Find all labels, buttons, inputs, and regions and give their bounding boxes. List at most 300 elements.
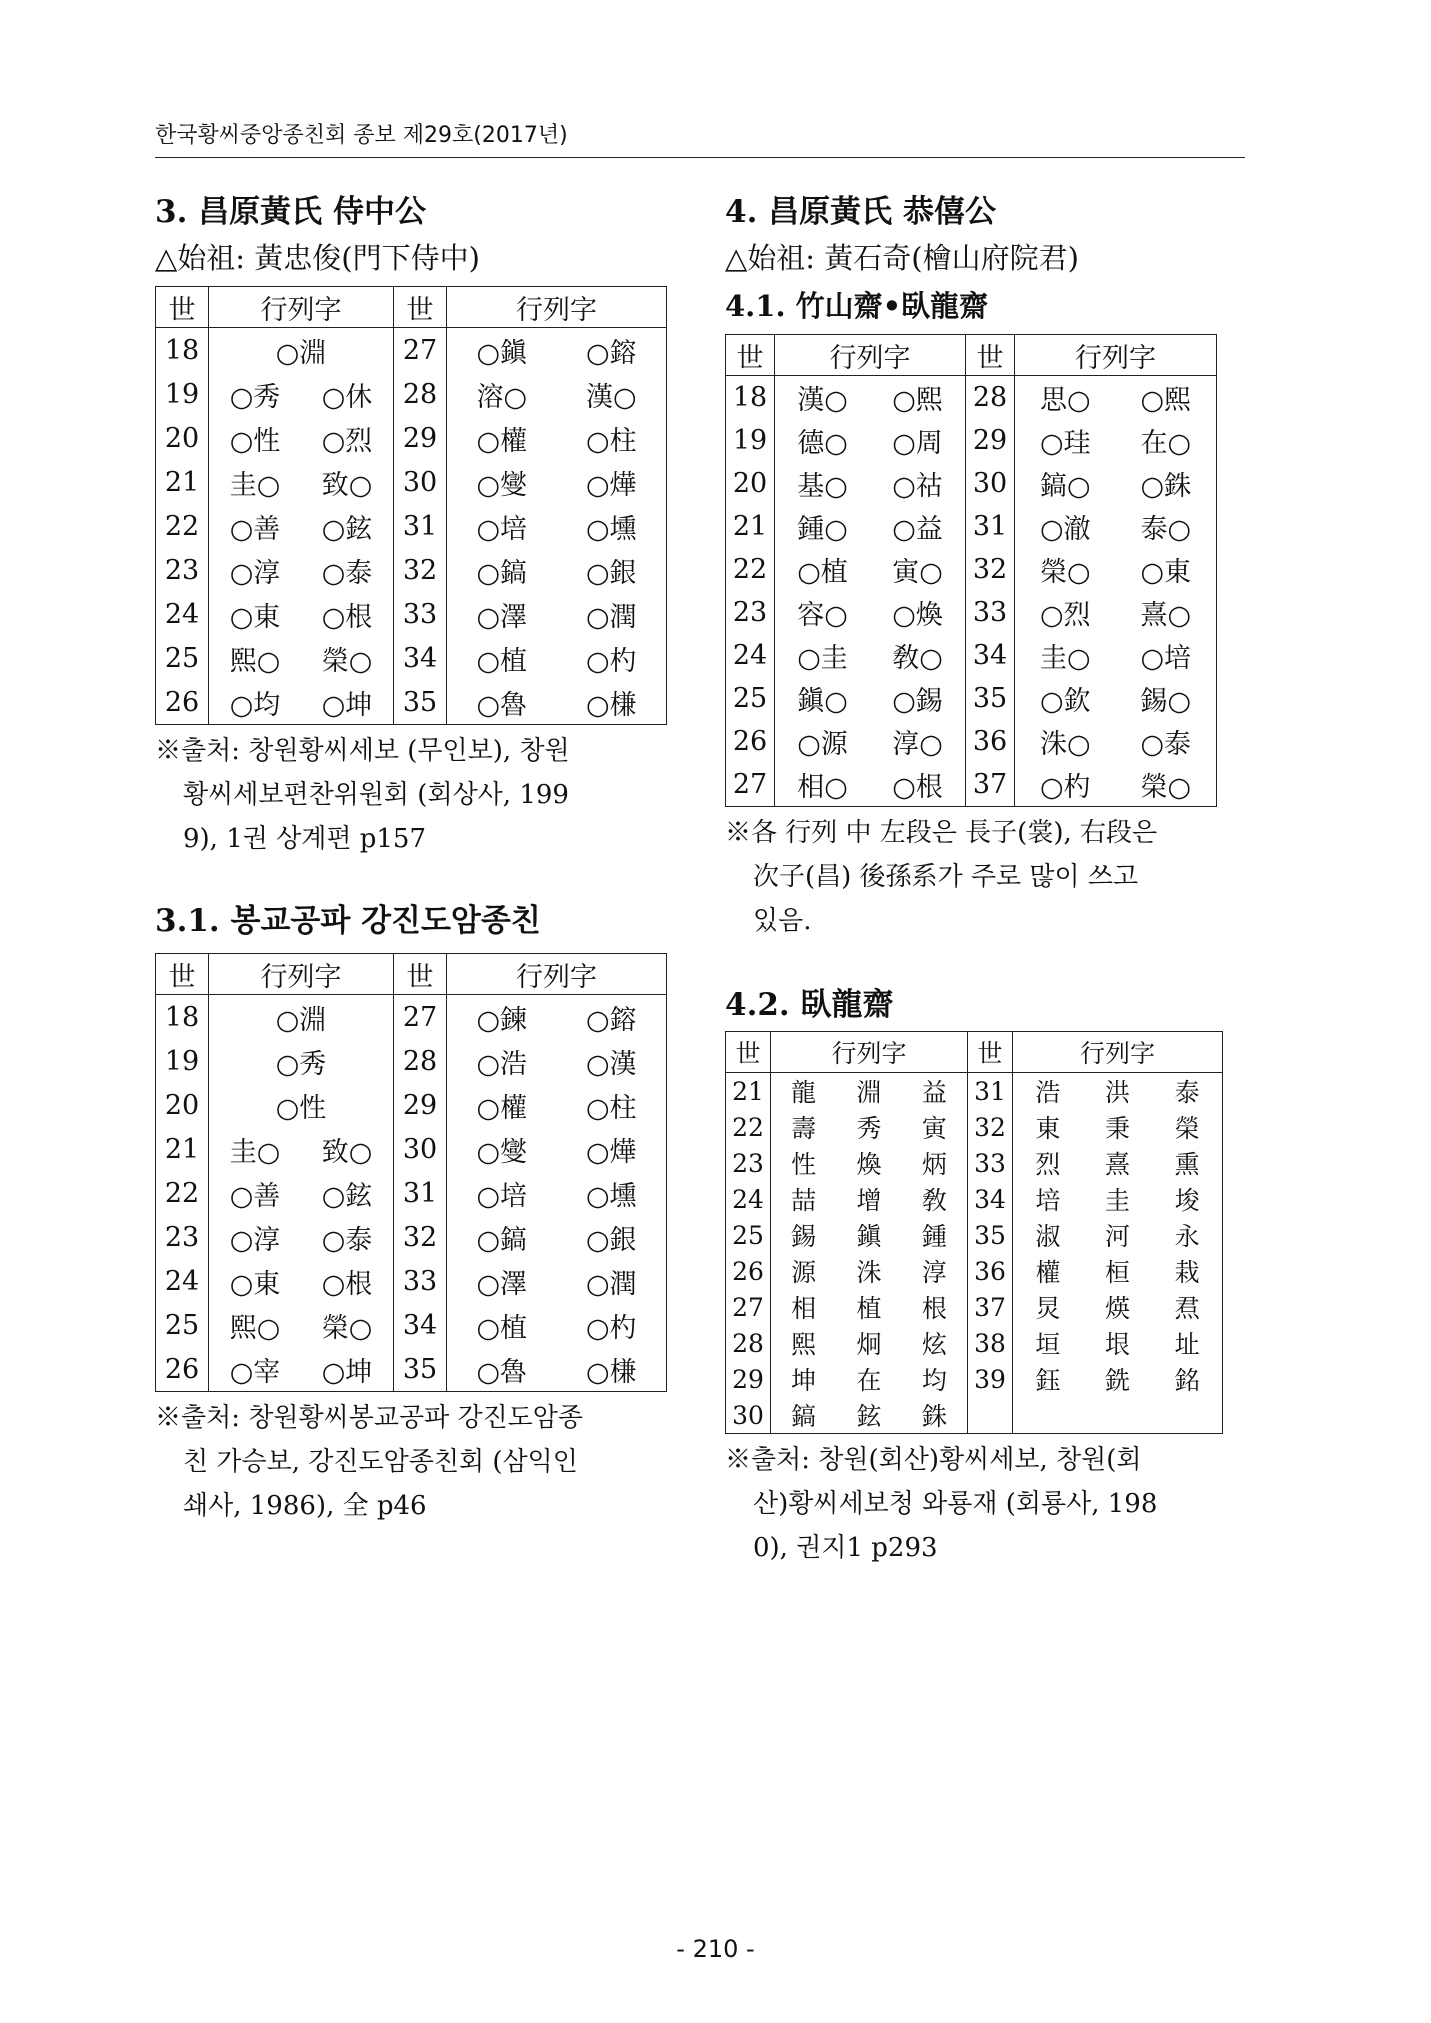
name-chars-pair xyxy=(447,1350,666,1389)
table-row xyxy=(726,634,1217,677)
name-chars-cell xyxy=(771,1289,968,1325)
name-chars-pair xyxy=(447,331,666,370)
table-row xyxy=(156,1039,667,1083)
right-column xyxy=(725,190,1255,1570)
name-char: ○燁 xyxy=(585,469,637,501)
table-row xyxy=(156,504,667,548)
generation-cell: 21 xyxy=(726,505,775,548)
name-char: 在 xyxy=(856,1366,882,1395)
name-chars-cell xyxy=(775,763,966,807)
name-char: ○植 xyxy=(476,645,528,677)
section-4-2-heading: 4.2. 臥龍齋 xyxy=(725,987,894,1023)
name-chars-pair xyxy=(209,1306,393,1345)
name-char: ○燮 xyxy=(476,1136,528,1168)
name-char: ○鎭 xyxy=(476,337,528,369)
name-chars-cell xyxy=(775,548,966,591)
name-chars-pair xyxy=(775,679,965,718)
name-char: 榮○ xyxy=(1140,772,1192,803)
generation-cell: 32 xyxy=(968,1109,1013,1145)
name-char: ○魯 xyxy=(476,689,528,721)
name-chars-cell xyxy=(447,680,667,725)
name-char: ○東 xyxy=(229,601,281,633)
name-chars-cell xyxy=(1015,462,1217,505)
name-char: 致○ xyxy=(321,469,373,501)
name-chars-cell xyxy=(771,1397,968,1434)
name-chars-cell xyxy=(209,416,394,460)
col-header-sae: 世 xyxy=(726,335,775,376)
name-char: 熹 xyxy=(1104,1150,1130,1179)
name-chars-triple xyxy=(771,1253,967,1289)
name-char: 栽 xyxy=(1174,1258,1200,1287)
generation-cell: 26 xyxy=(156,680,209,725)
name-chars-cell xyxy=(1015,720,1217,763)
name-char: 炅 xyxy=(1035,1294,1061,1323)
name-char: 煥 xyxy=(856,1150,882,1179)
name-char: ○源 xyxy=(797,729,848,760)
generation-cell: 25 xyxy=(726,677,775,720)
name-char: 秀 xyxy=(856,1114,882,1143)
table-row xyxy=(156,460,667,504)
name-char: 錫 xyxy=(791,1222,817,1251)
col-header-haengnyeolja: 行列字 xyxy=(209,954,394,995)
name-chars-cell xyxy=(771,1361,968,1397)
name-chars-cell xyxy=(447,1215,667,1259)
name-chars-cell xyxy=(771,1073,968,1110)
table-row xyxy=(726,505,1217,548)
header-rule xyxy=(155,157,1245,158)
name-char: 淑 xyxy=(1035,1222,1061,1251)
generation-cell: 20 xyxy=(726,462,775,505)
name-chars-pair xyxy=(775,636,965,675)
name-chars-pair xyxy=(1015,378,1216,417)
name-char: 秉 xyxy=(1104,1114,1130,1143)
name-char: ○欽 xyxy=(1039,686,1091,717)
generation-cell: 37 xyxy=(966,763,1015,807)
table-row xyxy=(156,328,667,373)
name-chars-pair xyxy=(447,1130,666,1169)
table-row xyxy=(156,372,667,416)
generation-cell: 24 xyxy=(726,634,775,677)
name-char: ○東 xyxy=(1140,557,1192,588)
name-char: ○銀 xyxy=(585,1224,637,1256)
table-row xyxy=(726,677,1217,720)
name-char: ○泰 xyxy=(1140,729,1192,760)
name-char: 圭○ xyxy=(229,1136,281,1168)
name-chars-pair xyxy=(447,683,666,722)
col-header-haengnyeolja: 行列字 xyxy=(447,287,667,328)
name-char: 淵 xyxy=(856,1078,882,1107)
name-char: ○泰 xyxy=(321,557,373,589)
table-row xyxy=(726,763,1217,807)
name-chars-triple xyxy=(1013,1217,1222,1253)
name-chars-cell xyxy=(1015,376,1217,420)
col-header-haengnyeolja: 行列字 xyxy=(1013,1032,1223,1073)
generation-cell: 29 xyxy=(966,419,1015,462)
name-chars-pair xyxy=(447,551,666,590)
table-row xyxy=(726,1145,1223,1181)
name-chars-cell xyxy=(447,1347,667,1392)
col-header-haengnyeolja: 行列字 xyxy=(209,287,394,328)
name-char: ○休 xyxy=(321,381,373,413)
section-3-source-note xyxy=(155,729,675,861)
name-char: ○鎬 xyxy=(476,557,528,589)
name-chars-pair xyxy=(775,765,965,804)
name-chars-pair xyxy=(775,722,965,761)
generation-cell: 27 xyxy=(726,763,775,807)
name-char: 浩 xyxy=(1035,1078,1061,1107)
section-4-heading: 4. 昌原黃氏 恭僖公 xyxy=(725,194,996,230)
col-header-sae: 世 xyxy=(156,287,209,328)
name-chars-pair xyxy=(1015,765,1216,804)
section-4-ancestor: △始祖: 黃石奇(檜山府院君) xyxy=(725,241,1079,275)
name-chars-cell xyxy=(209,1215,394,1259)
generation-cell: 25 xyxy=(726,1217,771,1253)
col-header-sae: 世 xyxy=(966,335,1015,376)
table-row xyxy=(156,1259,667,1303)
name-chars-pair xyxy=(447,1042,666,1081)
generation-cell: 22 xyxy=(726,548,775,591)
table-row xyxy=(726,1289,1223,1325)
name-chars-cell xyxy=(1015,677,1217,720)
name-chars-cell xyxy=(209,328,394,373)
name-chars-pair xyxy=(209,419,393,458)
name-char: ○培 xyxy=(1140,643,1192,674)
name-char: 淳○ xyxy=(892,729,943,760)
generation-cell: 36 xyxy=(968,1253,1013,1289)
name-chars-pair xyxy=(447,1262,666,1301)
name-char: 熏 xyxy=(1174,1150,1200,1179)
name-chars-pair xyxy=(1015,507,1216,546)
generation-cell: 30 xyxy=(966,462,1015,505)
name-chars-triple xyxy=(1013,1253,1222,1289)
generation-cell: 35 xyxy=(394,680,447,725)
note-line: 次子(昌) 後孫系가 주로 많이 쓰고 xyxy=(753,862,1139,892)
name-char: 熙○ xyxy=(229,645,281,677)
name-chars-pair xyxy=(447,463,666,502)
col-header-sae: 世 xyxy=(394,287,447,328)
name-char: 容○ xyxy=(797,600,848,631)
table-row xyxy=(726,419,1217,462)
generation-cell: 30 xyxy=(394,460,447,504)
name-chars-pair xyxy=(209,1042,393,1081)
generation-cell: 29 xyxy=(394,416,447,460)
generation-cell: 26 xyxy=(726,1253,771,1289)
name-chars-cell xyxy=(447,592,667,636)
name-char: ○錫 xyxy=(892,686,943,717)
section-4-2-source-note xyxy=(725,1438,1255,1570)
col-header-sae: 世 xyxy=(968,1032,1013,1073)
table-row xyxy=(726,591,1217,634)
name-char: ○烈 xyxy=(321,425,373,457)
generation-cell: 23 xyxy=(726,591,775,634)
section-3-1-rows xyxy=(156,995,667,1392)
name-chars-pair xyxy=(209,463,393,502)
generation-cell: 22 xyxy=(156,1171,209,1215)
name-char: ○植 xyxy=(797,557,848,588)
col-header-sae: 世 xyxy=(394,954,447,995)
name-chars-cell xyxy=(1013,1217,1223,1253)
name-char: 熹○ xyxy=(1140,600,1192,631)
name-chars-cell xyxy=(447,504,667,548)
name-chars-pair xyxy=(775,378,965,417)
name-char: 均 xyxy=(921,1366,947,1395)
name-char: 榮○ xyxy=(321,645,373,677)
name-chars-pair xyxy=(775,593,965,632)
name-char: 熙○ xyxy=(229,1312,281,1344)
name-char: ○柱 xyxy=(585,425,637,457)
name-char: 植 xyxy=(856,1294,882,1323)
name-chars-cell xyxy=(1015,505,1217,548)
name-char: ○秀 xyxy=(229,381,281,413)
table-row xyxy=(726,548,1217,591)
name-char: ○權 xyxy=(476,425,528,457)
name-char: 增 xyxy=(856,1186,882,1215)
name-char: 河 xyxy=(1104,1222,1130,1251)
name-char: ○鉉 xyxy=(321,513,373,545)
name-chars-triple xyxy=(771,1217,967,1253)
name-char: ○淳 xyxy=(229,1224,281,1256)
name-chars-cell xyxy=(775,720,966,763)
name-char: 銘 xyxy=(1174,1366,1200,1395)
name-char: 埈 xyxy=(1174,1186,1200,1215)
col-header-haengnyeolja: 行列字 xyxy=(1015,335,1217,376)
name-char: ○澤 xyxy=(476,601,528,633)
name-char: ○珪 xyxy=(1039,428,1091,459)
name-chars-cell xyxy=(209,1039,394,1083)
name-char: 思○ xyxy=(1039,385,1091,416)
name-chars-pair xyxy=(209,1350,393,1389)
name-char: 基○ xyxy=(797,471,848,502)
generation-cell: 23 xyxy=(156,548,209,592)
generation-cell: 38 xyxy=(968,1325,1013,1361)
name-char: ○植 xyxy=(476,1312,528,1344)
name-char: ○性 xyxy=(275,1092,327,1124)
name-chars-cell xyxy=(1013,1181,1223,1217)
name-char: ○熙 xyxy=(1140,385,1192,416)
generation-cell: 24 xyxy=(156,592,209,636)
name-chars-cell xyxy=(209,995,394,1040)
name-chars-cell xyxy=(771,1109,968,1145)
name-chars-cell xyxy=(209,680,394,725)
name-char: ○淳 xyxy=(229,557,281,589)
table-row xyxy=(726,462,1217,505)
name-chars-pair xyxy=(1015,722,1216,761)
name-char: 鈺 xyxy=(1035,1366,1061,1395)
name-char: ○銀 xyxy=(585,557,637,589)
name-char: 培 xyxy=(1035,1186,1061,1215)
table-row xyxy=(156,680,667,725)
name-chars-pair xyxy=(447,1218,666,1257)
name-char: ○益 xyxy=(892,514,943,545)
name-chars-triple xyxy=(771,1397,967,1433)
name-char: ○漢 xyxy=(585,1048,637,1080)
name-char: ○槏 xyxy=(585,1356,637,1388)
generation-cell: 26 xyxy=(156,1347,209,1392)
name-chars-pair xyxy=(209,1262,393,1301)
generation-cell: 21 xyxy=(156,1127,209,1171)
name-char: 敎 xyxy=(921,1186,947,1215)
generation-cell: 19 xyxy=(726,419,775,462)
generation-cell: 35 xyxy=(394,1347,447,1392)
name-char: 溶○ xyxy=(476,381,528,413)
name-char: 鎭 xyxy=(856,1222,882,1251)
name-char: ○壎 xyxy=(585,1180,637,1212)
generation-cell: 21 xyxy=(726,1073,771,1110)
name-chars-cell xyxy=(775,634,966,677)
name-chars-triple xyxy=(771,1181,967,1217)
generation-cell: 31 xyxy=(968,1073,1013,1110)
name-char: ○東 xyxy=(229,1268,281,1300)
name-chars-cell xyxy=(447,548,667,592)
generation-cell: 29 xyxy=(726,1361,771,1397)
name-char: 德○ xyxy=(797,428,848,459)
name-chars-cell xyxy=(771,1145,968,1181)
col-header-haengnyeolja: 行列字 xyxy=(771,1032,968,1073)
name-chars-cell xyxy=(209,548,394,592)
table-row xyxy=(156,995,667,1040)
name-chars-cell xyxy=(1013,1145,1223,1181)
name-char: ○澈 xyxy=(1039,514,1091,545)
table-row xyxy=(726,1217,1223,1253)
name-chars-pair xyxy=(447,507,666,546)
name-char: 垠 xyxy=(1104,1330,1130,1359)
generation-cell: 18 xyxy=(726,376,775,420)
name-char: 泰○ xyxy=(1140,514,1192,545)
name-chars-triple xyxy=(771,1145,967,1181)
generation-cell: 32 xyxy=(394,1215,447,1259)
name-chars-cell xyxy=(209,592,394,636)
name-char: 炳 xyxy=(921,1150,947,1179)
name-char: 漢○ xyxy=(585,381,637,413)
name-chars-cell xyxy=(447,995,667,1040)
name-char: ○鍊 xyxy=(476,1004,528,1036)
name-chars-triple xyxy=(1013,1289,1222,1325)
name-char: ○熙 xyxy=(892,385,943,416)
name-char: 漢○ xyxy=(797,385,848,416)
name-chars-pair xyxy=(775,421,965,460)
name-chars-cell xyxy=(209,1259,394,1303)
generation-cell: 18 xyxy=(156,328,209,373)
name-chars-cell xyxy=(447,1303,667,1347)
note-line: 9), 1권 상계편 p157 xyxy=(183,824,427,854)
name-chars-cell xyxy=(775,419,966,462)
name-chars-cell xyxy=(209,460,394,504)
name-char: ○槏 xyxy=(585,689,637,721)
generation-cell: 30 xyxy=(726,1397,771,1434)
section-4-2-table xyxy=(725,1031,1223,1434)
name-char: ○根 xyxy=(321,1268,373,1300)
generation-cell: 33 xyxy=(968,1145,1013,1181)
note-line: 친 가승보, 강진도암종친회 (삼익인 xyxy=(183,1447,578,1477)
name-chars-cell xyxy=(771,1181,968,1217)
generation-cell: 32 xyxy=(966,548,1015,591)
name-char: 榮 xyxy=(1174,1114,1200,1143)
name-chars-cell xyxy=(447,1127,667,1171)
table-row xyxy=(726,1397,1223,1434)
section-3-heading: 3. 昌原黃氏 侍中公 xyxy=(155,194,426,230)
name-char: 洙 xyxy=(856,1258,882,1287)
note-line: 쇄사, 1986), 全 p46 xyxy=(183,1491,427,1521)
generation-cell: 25 xyxy=(156,1303,209,1347)
generation-cell: 24 xyxy=(156,1259,209,1303)
name-chars-cell xyxy=(771,1325,968,1361)
generation-cell: 24 xyxy=(726,1181,771,1217)
name-chars-cell xyxy=(1013,1397,1223,1434)
name-char: 焄 xyxy=(1174,1294,1200,1323)
name-chars-triple xyxy=(771,1325,967,1361)
name-char: 銑 xyxy=(1104,1366,1130,1395)
generation-cell: 27 xyxy=(394,995,447,1040)
generation-cell: 21 xyxy=(156,460,209,504)
generation-cell: 22 xyxy=(726,1109,771,1145)
table-row xyxy=(156,1215,667,1259)
name-char: ○淵 xyxy=(275,1004,327,1036)
section-4-1-note xyxy=(725,811,1255,943)
name-char: ○杓 xyxy=(585,1312,637,1344)
table-row xyxy=(726,720,1217,763)
name-chars-pair xyxy=(447,639,666,678)
generation-cell: 33 xyxy=(394,592,447,636)
name-char: 圭○ xyxy=(1039,643,1091,674)
name-chars-cell xyxy=(447,1083,667,1127)
name-chars-cell xyxy=(447,1039,667,1083)
name-chars-pair xyxy=(1015,593,1216,632)
name-char: 圭 xyxy=(1104,1186,1130,1215)
name-char: ○煥 xyxy=(892,600,943,631)
name-chars-cell xyxy=(1015,591,1217,634)
name-chars-cell xyxy=(1013,1073,1223,1110)
table-row xyxy=(156,1127,667,1171)
generation-cell: 27 xyxy=(726,1289,771,1325)
name-char: 壽 xyxy=(791,1114,817,1143)
name-chars-cell xyxy=(1015,419,1217,462)
name-chars-pair xyxy=(209,507,393,546)
name-chars-cell xyxy=(447,416,667,460)
note-line: 있음. xyxy=(753,906,812,936)
name-chars-pair xyxy=(209,331,393,370)
table-row xyxy=(726,1181,1223,1217)
name-char: ○秀 xyxy=(275,1048,327,1080)
name-char: 炫 xyxy=(921,1330,947,1359)
name-char: ○澤 xyxy=(476,1268,528,1300)
name-chars-cell xyxy=(771,1253,968,1289)
name-chars-pair xyxy=(209,683,393,722)
name-char: 相○ xyxy=(797,772,848,803)
table-row xyxy=(726,1253,1223,1289)
name-char: ○鉉 xyxy=(321,1180,373,1212)
name-chars-pair xyxy=(775,507,965,546)
name-chars-pair xyxy=(447,1086,666,1125)
name-chars-pair xyxy=(775,550,965,589)
name-char: 源 xyxy=(791,1258,817,1287)
name-chars-pair xyxy=(447,375,666,414)
name-char: 洙○ xyxy=(1039,729,1091,760)
name-char: ○善 xyxy=(229,1180,281,1212)
name-chars-pair xyxy=(209,1174,393,1213)
name-char: 烈 xyxy=(1035,1150,1061,1179)
name-chars-pair xyxy=(1015,421,1216,460)
name-char: 敎○ xyxy=(892,643,943,674)
name-char: ○魯 xyxy=(476,1356,528,1388)
name-char: 喆 xyxy=(791,1186,817,1215)
name-chars-triple xyxy=(1013,1109,1222,1145)
generation-cell: 28 xyxy=(394,1039,447,1083)
name-char: ○杓 xyxy=(1039,772,1091,803)
section-4-2-rows xyxy=(726,1073,1223,1434)
name-char: 東 xyxy=(1035,1114,1061,1143)
name-char: ○燁 xyxy=(585,1136,637,1168)
name-chars-pair xyxy=(447,1174,666,1213)
